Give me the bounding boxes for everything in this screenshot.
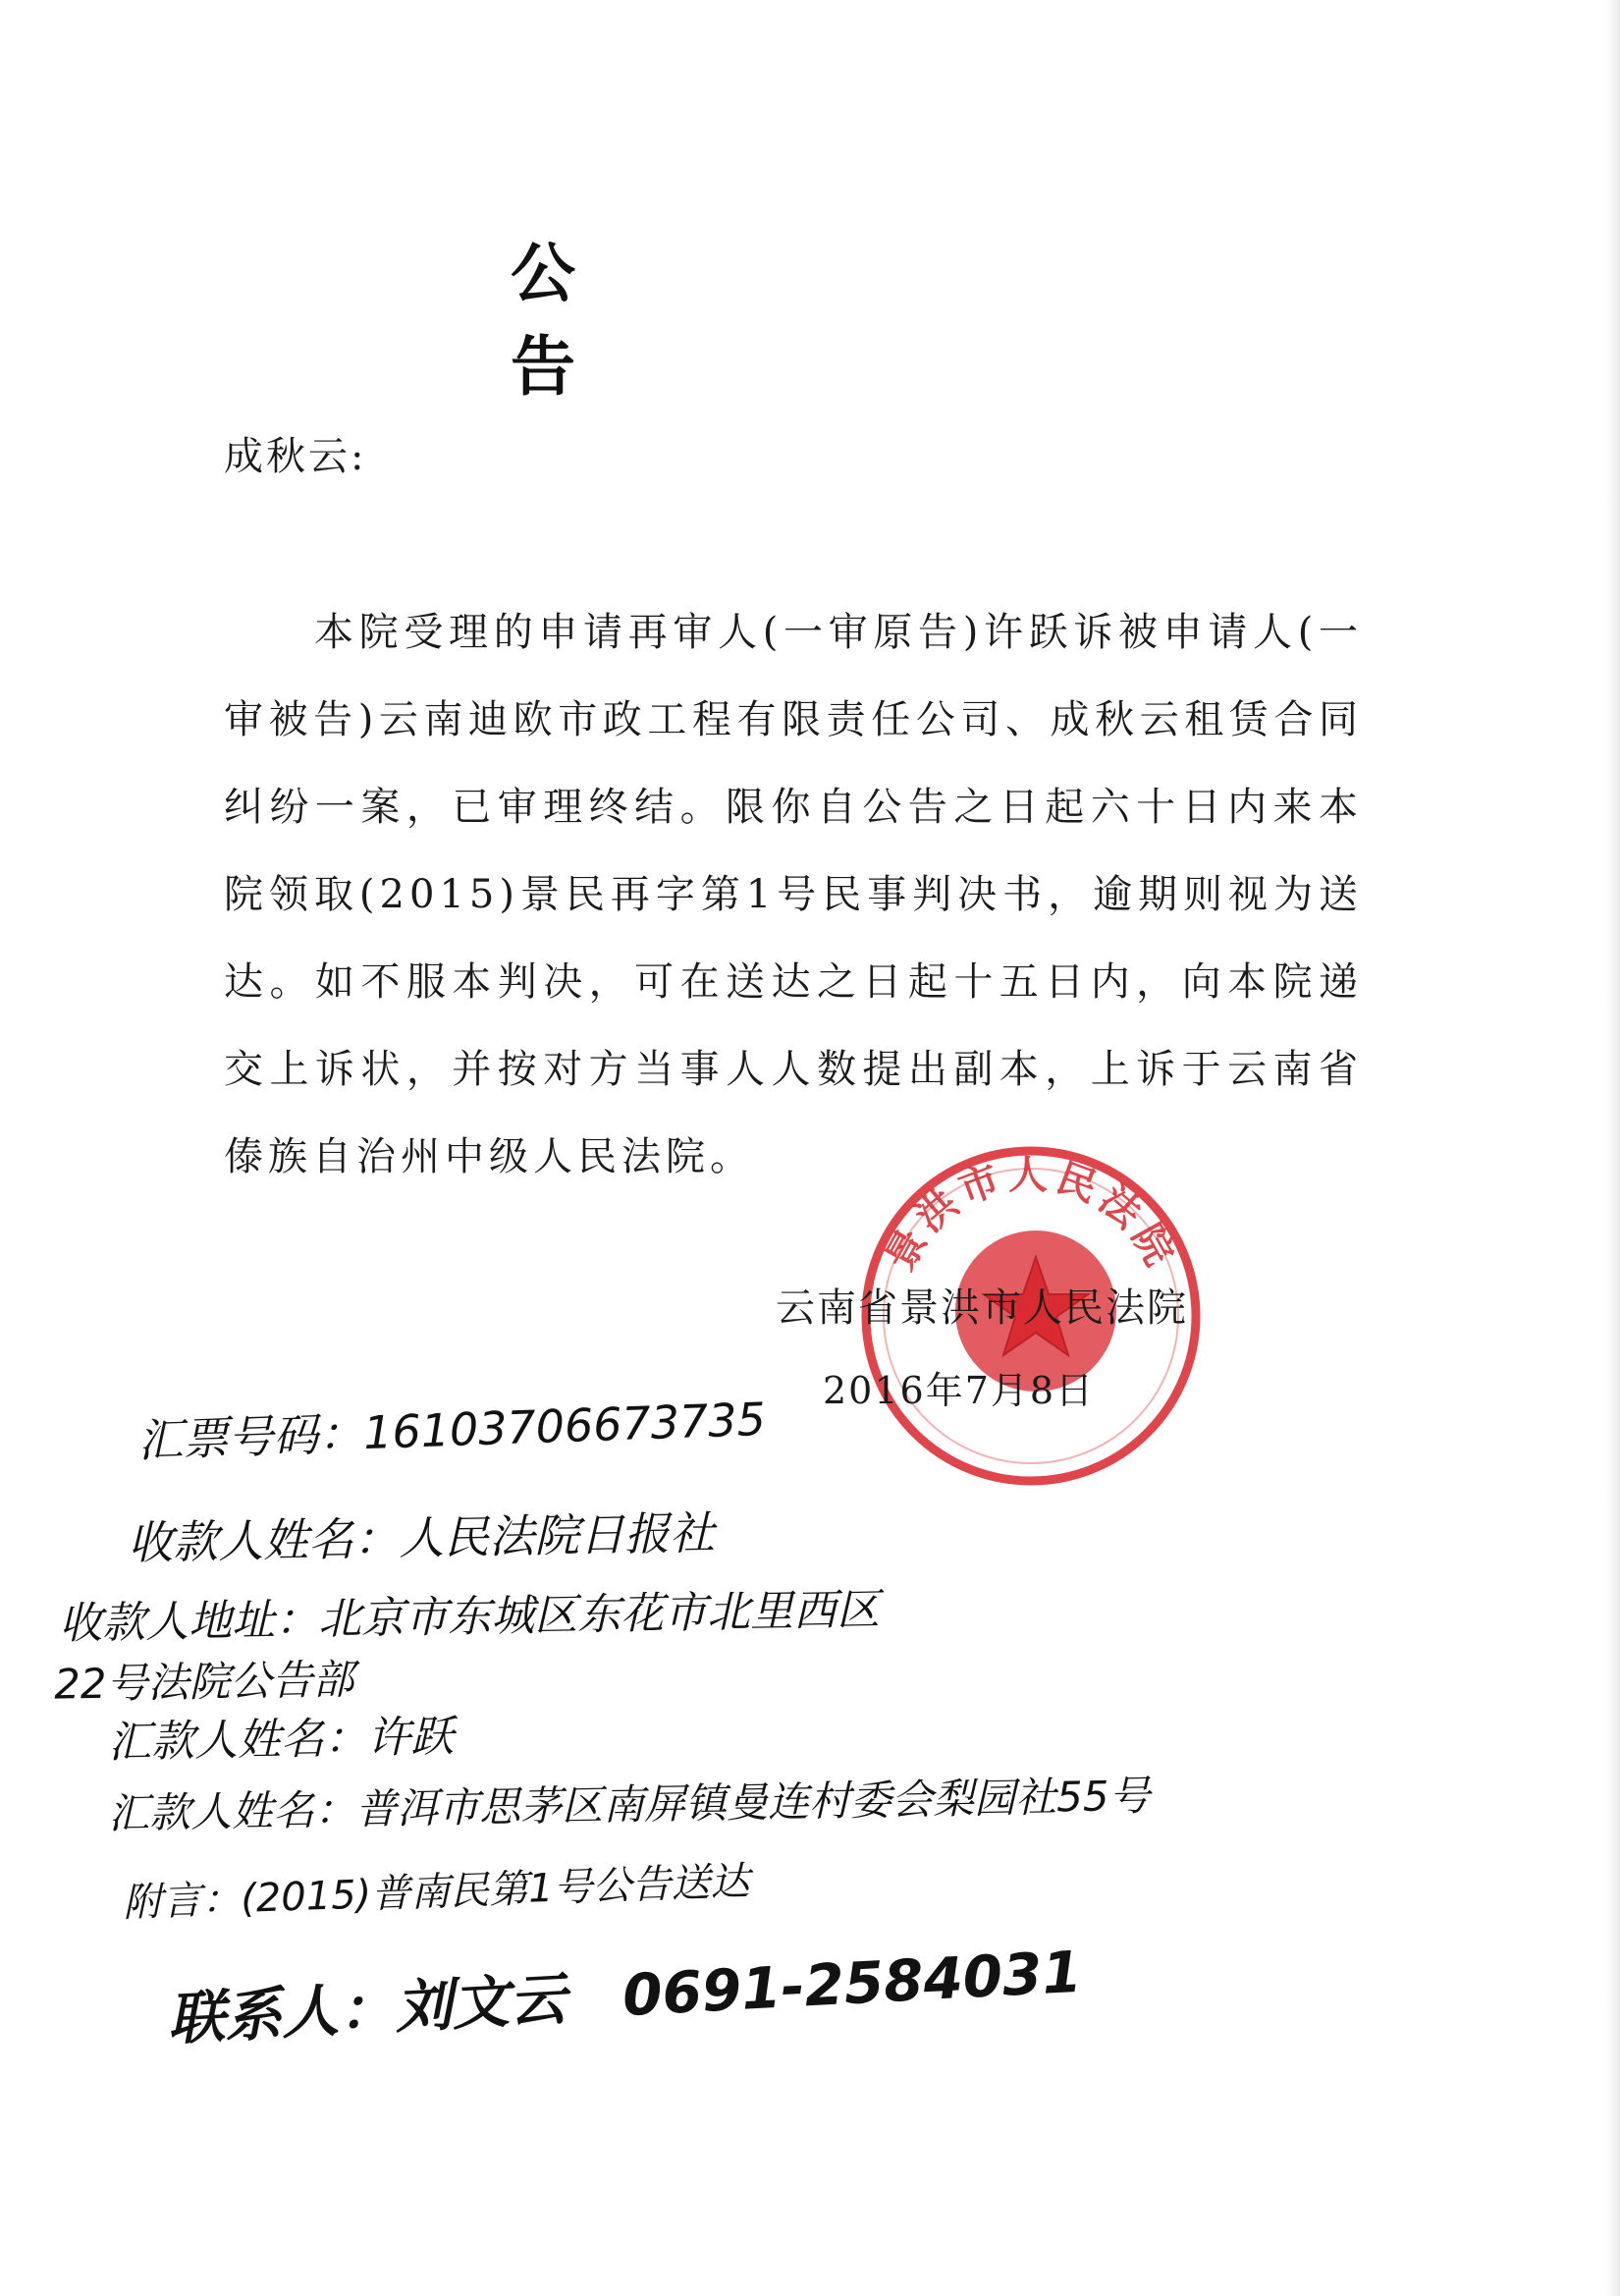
addressee: 成秋云:: [224, 434, 367, 479]
handwritten-payee-address-cont: 22号法院公告部: [53, 1655, 354, 1709]
handwritten-payee-address: 收款人地址：北京市东城区东花市北里西区: [58, 1584, 881, 1650]
handwritten-remittance-number: 汇票号码：16103706673735: [136, 1392, 767, 1468]
handwritten-remark: 附言：(2015)普南民第1号公告送达: [122, 1858, 751, 1927]
notice-title: 公 告: [511, 236, 876, 405]
handwritten-contact: 联系人：刘文云 0691-2584031: [166, 1938, 1084, 2053]
handwritten-remitter-name: 汇款人姓名：许跃: [107, 1711, 455, 1769]
handwritten-remitter-address: 汇款人姓名：普洱市思茅区南屏镇曼连村委会梨园社55号: [107, 1771, 1151, 1838]
handwritten-payee-name: 收款人姓名：人民法院日报社: [127, 1505, 716, 1570]
seal-text: 景洪市人民法院: [877, 1153, 1185, 1279]
court-name: 云南省景洪市人民法院: [776, 1285, 1188, 1331]
notice-body: 本院受理的申请再审人(一审原告)许跃诉被申请人(一审被告)云南迪欧市政工程有限责任公司、成秋云租赁合同纠纷一案，已审理终结。限你自公告之日起六十日内来本院领取(2015)景民再字第1号民事判决书，逾期则视为送达。如不服本判决，可在送达之日起十五日内，向本院递交上诉状，并按对方当事人人数提出副本，上诉于云南省傣族自治州中级人民法院。: [224, 610, 1363, 1179]
page-edge-shadow: [1606, 0, 1620, 2296]
notice-date: 2016年7月8日: [823, 1369, 1096, 1412]
